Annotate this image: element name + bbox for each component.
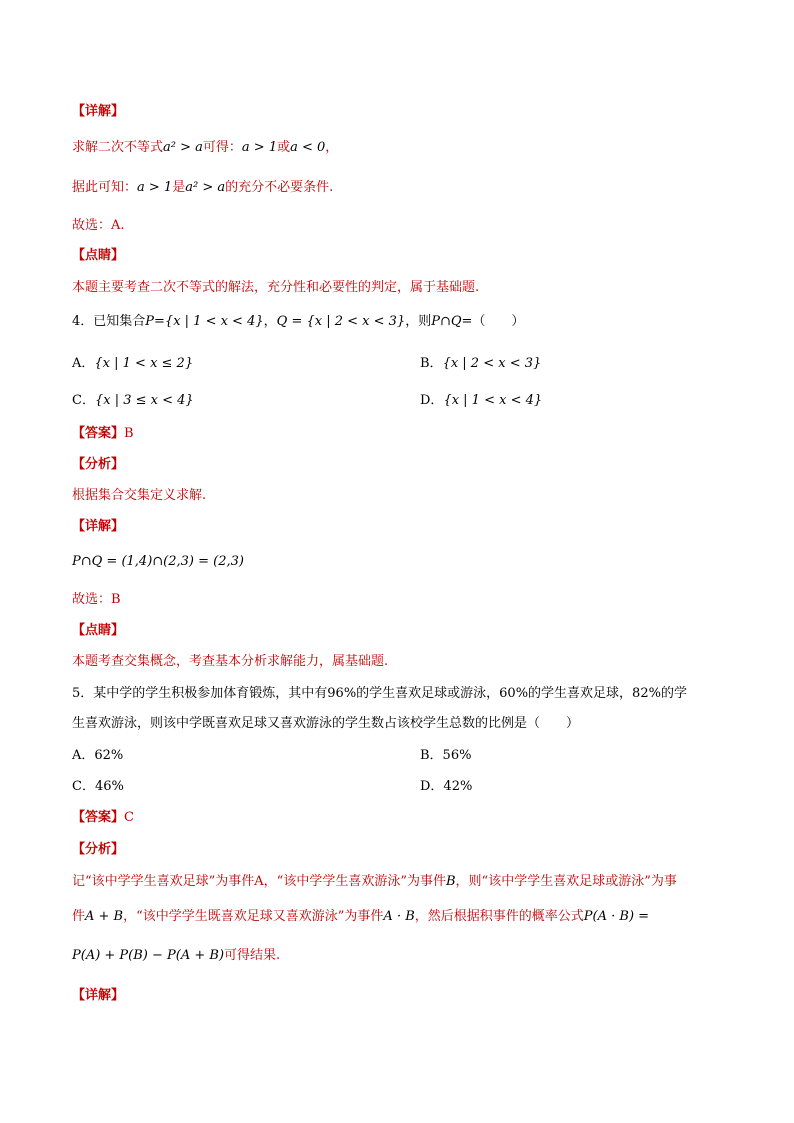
text: 故选：A. [72, 218, 125, 233]
math: P(A · B) = [583, 909, 650, 924]
math: P∩Q = (1,4)∩(2,3) = (2,3) [72, 554, 244, 569]
math: A + B [85, 909, 124, 924]
q4-comment [72, 652, 388, 672]
text: 本题主要考查二次不等式的解法，充分性和必要性的判定，属于基础题. [72, 280, 480, 295]
text: 5．某中学的学生积极参加体育锻炼，其中有96%的学生喜欢足球或游泳，60%的学生喜欢足球，82%的学 [72, 686, 687, 701]
option-c: C．46% [72, 779, 124, 794]
math: Q = {x | 2 < x < 3} [276, 314, 406, 329]
text: 本题考查交集概念，考查基本分析求解能力，属基础题. [72, 654, 389, 669]
q4-answer [72, 424, 134, 444]
text: ，“该中学学生既喜欢足球又喜欢游泳”为事件 [123, 909, 384, 924]
answer-value: B [124, 426, 134, 441]
math: {x | 2 < x < 3} [442, 356, 542, 371]
math: a² > a [163, 140, 203, 155]
math: P∩Q [431, 314, 462, 329]
detail-tag: 【详解】 [72, 104, 125, 119]
q3-choose [72, 216, 125, 236]
analysis-heading [72, 455, 124, 475]
q5-options-row-2 [72, 777, 672, 797]
text: 是 [172, 180, 186, 195]
math: {x | 1 < x ≤ 2} [94, 356, 194, 371]
q5-analysis-line-2 [72, 907, 649, 927]
text: ， [263, 314, 277, 329]
option-c [72, 393, 194, 408]
text: 可得： [202, 140, 242, 155]
text: ，则“该中学学生喜欢足球或游泳”为事 [455, 874, 677, 889]
text: 或 [277, 140, 291, 155]
detail-heading [72, 517, 124, 537]
text: ，则 [405, 314, 432, 329]
q3-detail-line-2 [72, 178, 333, 198]
text: 可得结果. [224, 948, 281, 963]
comment-tag: 【点睛】 [72, 248, 125, 263]
math: P={x | 1 < x < 4} [145, 314, 264, 329]
detail-tag: 【详解】 [72, 988, 125, 1003]
answer-tag: 【答案】 [72, 426, 125, 441]
math: P(A) + P(B) − P(A + B) [72, 948, 225, 963]
q3-comment [72, 278, 479, 298]
q4-choose [72, 590, 121, 610]
option-a: A．62% [72, 748, 124, 763]
q4-detail [72, 552, 244, 572]
option-b: B．56% [420, 748, 472, 763]
answer-value: C [124, 810, 134, 825]
math: B [445, 874, 456, 889]
answer-tag: 【答案】 [72, 810, 125, 825]
text: 故选：B [72, 592, 121, 607]
text: 4．已知集合 [72, 314, 146, 329]
q4-options-row-1 [72, 354, 672, 374]
text: 生喜欢游泳，则该中学既喜欢足球又喜欢游泳的学生数占该校学生总数的比例是（ ） [72, 716, 580, 731]
option-d [420, 391, 542, 411]
q5-stem-line-1 [72, 684, 687, 704]
label: D． [420, 393, 444, 408]
q4-options-row-2 [72, 391, 672, 411]
detail-heading [72, 102, 124, 122]
q4-analysis [72, 486, 206, 506]
math: a < 0 [290, 140, 326, 155]
text: ， [325, 140, 339, 155]
text: ，然后根据积事件的概率公式 [414, 909, 584, 924]
option-b [420, 354, 541, 374]
math: {x | 3 ≤ x < 4} [94, 393, 194, 408]
label: B． [420, 356, 443, 371]
math: a > 1 [137, 180, 173, 195]
q5-stem-line-2 [72, 714, 579, 734]
analysis-tag: 【分析】 [72, 457, 125, 472]
text: 件 [72, 909, 86, 924]
comment-tag: 【点睛】 [72, 623, 125, 638]
q3-detail-line-1 [72, 138, 338, 158]
math: a > 1 [241, 140, 278, 155]
comment-heading [72, 621, 124, 641]
option-a [72, 356, 193, 371]
text: =（ ） [461, 314, 525, 329]
math: {x | 1 < x < 4} [443, 393, 543, 408]
text: 记“该中学学生喜欢足球”为事件A，“该中学学生喜欢游泳”为事件 [72, 874, 446, 889]
math: a² > a [185, 180, 226, 195]
analysis-heading [72, 840, 124, 860]
q5-analysis-line-3 [72, 946, 280, 966]
q5-analysis-line-1 [72, 872, 677, 892]
q5-answer [72, 808, 134, 828]
q5-options-row-1 [72, 746, 672, 766]
detail-tag: 【详解】 [72, 519, 125, 534]
text: 据此可知： [72, 180, 138, 195]
label: C． [72, 393, 95, 408]
label: A． [72, 356, 95, 371]
text: 根据集合交集定义求解. [72, 488, 207, 503]
text: 的充分不必要条件. [225, 180, 334, 195]
detail-heading [72, 986, 124, 1006]
analysis-tag: 【分析】 [72, 842, 125, 857]
text: 求解二次不等式 [72, 140, 164, 155]
q4-stem [72, 312, 524, 332]
option-d: D．42% [420, 779, 473, 794]
comment-heading [72, 246, 124, 266]
math: A · B [383, 909, 415, 924]
